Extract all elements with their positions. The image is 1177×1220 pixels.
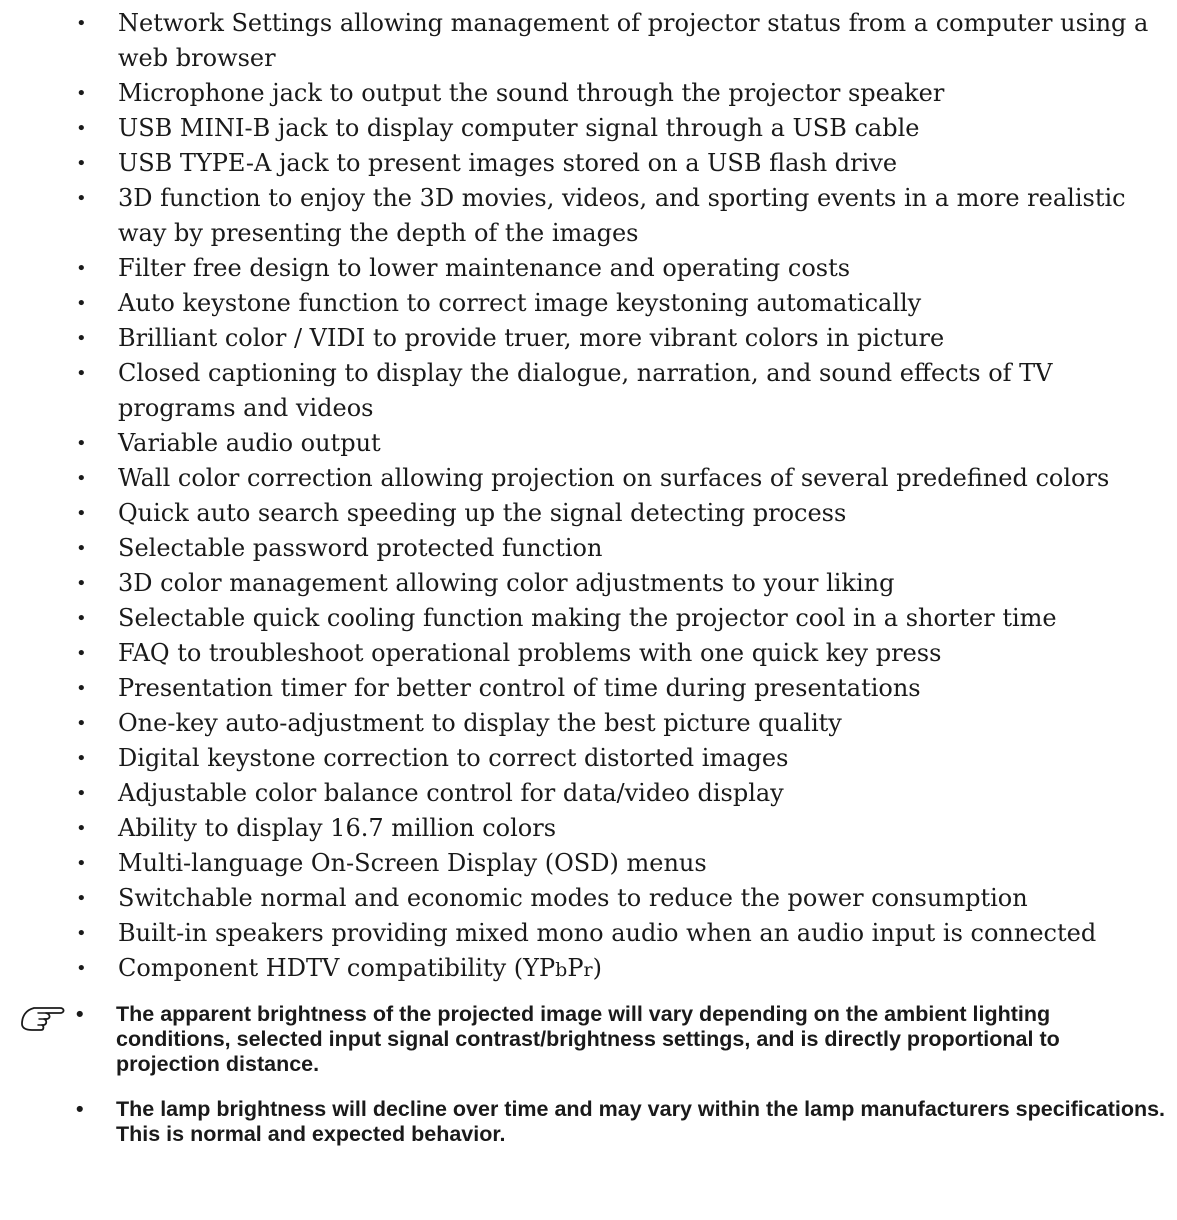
bullet: • <box>76 503 87 524</box>
list-item <box>76 146 1171 181</box>
list-item <box>76 251 1171 286</box>
bullet: • <box>76 713 87 734</box>
bullet: • <box>76 643 87 664</box>
bullet: • <box>76 433 87 454</box>
bullet: • <box>76 538 87 559</box>
bullet: • <box>76 118 87 139</box>
list-item <box>76 286 1171 321</box>
bullet: • <box>76 293 87 314</box>
list-item <box>76 531 1171 566</box>
list-item <box>76 776 1171 811</box>
list-item <box>76 636 1171 671</box>
list-item <box>76 321 1171 356</box>
feature-text: FAQ to troubleshoot operational problems with one quick key press <box>118 639 942 667</box>
list-item <box>76 356 1171 426</box>
feature-text: Adjustable color balance control for data/video display <box>118 779 784 807</box>
bullet: • <box>76 363 87 384</box>
bullet: • <box>76 678 87 699</box>
list-item <box>76 76 1171 111</box>
feature-text: Ability to display 16.7 million colors <box>118 814 557 842</box>
bullet: • <box>76 888 87 909</box>
list-item <box>76 951 1171 988</box>
list-item <box>76 706 1171 741</box>
component-r: r <box>583 959 593 981</box>
bullet: • <box>76 958 87 979</box>
feature-text: Quick auto search speeding up the signal detecting process <box>118 499 847 527</box>
list-item <box>76 566 1171 601</box>
feature-text: One-key auto-adjustment to display the best picture quality <box>118 709 842 737</box>
feature-text: Built-in speakers providing mixed mono audio when an audio input is connected <box>118 919 1097 947</box>
list-item <box>76 811 1171 846</box>
component-p: P <box>567 954 584 982</box>
bullet: • <box>76 748 87 769</box>
note-list <box>76 1002 1166 1147</box>
list-item <box>76 741 1171 776</box>
bullet: • <box>76 258 87 279</box>
feature-text: USB MINI-B jack to display computer signal through a USB cable <box>118 114 920 142</box>
bullet: • <box>76 153 87 174</box>
feature-text: Digital keystone correction to correct distorted images <box>118 744 789 772</box>
list-item <box>76 181 1171 251</box>
feature-text: Network Settings allowing management of projector status from a computer using a web browser <box>118 9 1149 72</box>
bullet: • <box>76 188 87 209</box>
list-item <box>76 426 1171 461</box>
feature-text: USB TYPE-A jack to present images stored on a USB flash drive <box>118 149 898 177</box>
component-b: b <box>555 959 568 981</box>
list-item <box>76 111 1171 146</box>
feature-text: Presentation timer for better control of time during presentations <box>118 674 921 702</box>
bullet: • <box>76 468 87 489</box>
bullet: • <box>76 783 87 804</box>
note-item <box>76 1097 1166 1147</box>
bullet: • <box>76 1097 84 1121</box>
feature-text-prefix: Component HDTV compatibility (YP <box>118 954 556 982</box>
note-text: The lamp brightness will decline over time and may vary within the lamp manufacturers specifications. This is normal and expected behavior. <box>116 1097 1166 1146</box>
bullet: • <box>76 83 87 104</box>
list-item <box>76 846 1171 881</box>
bullet: • <box>76 328 87 349</box>
list-item <box>76 916 1171 951</box>
list-item <box>76 6 1171 76</box>
feature-text: Multi-language On-Screen Display (OSD) menus <box>118 849 707 877</box>
feature-text-suffix: ) <box>592 954 602 982</box>
list-item <box>76 881 1171 916</box>
feature-text: Filter free design to lower maintenance and operating costs <box>118 254 851 282</box>
feature-text-hdtv <box>118 954 602 982</box>
bullet: • <box>76 818 87 839</box>
feature-list <box>76 6 1171 988</box>
bullet: • <box>76 923 87 944</box>
bullet: • <box>76 1002 84 1026</box>
list-item <box>76 496 1171 531</box>
bullet: • <box>76 573 87 594</box>
bullet: • <box>76 853 87 874</box>
feature-text: Auto keystone function to correct image keystoning automatically <box>118 289 922 317</box>
feature-text: Wall color correction allowing projection on surfaces of several predefined colors <box>118 464 1110 492</box>
feature-text: Closed captioning to display the dialogue, narration, and sound effects of TV programs and videos <box>118 359 1053 422</box>
feature-text: Microphone jack to output the sound through the projector speaker <box>118 79 945 107</box>
feature-text: Selectable password protected function <box>118 534 603 562</box>
feature-text: 3D function to enjoy the 3D movies, videos, and sporting events in a more realistic way by presenting the depth of the images <box>118 184 1126 247</box>
feature-text: Selectable quick cooling function making the projector cool in a shorter time <box>118 604 1057 632</box>
feature-text: Variable audio output <box>118 429 381 457</box>
note-item <box>76 1002 1166 1077</box>
bullet: • <box>76 608 87 629</box>
list-item <box>76 671 1171 706</box>
feature-text: Switchable normal and economic modes to reduce the power consumption <box>118 884 1028 912</box>
note-text: The apparent brightness of the projected image will vary depending on the ambient lighting conditions, selected input signal contrast/brightness settings, and is directly proportional to projection distance. <box>116 1002 1060 1076</box>
feature-text: Brilliant color / VIDI to provide truer, more vibrant colors in picture <box>118 324 945 352</box>
feature-text: 3D color management allowing color adjustments to your liking <box>118 569 895 597</box>
list-item <box>76 461 1171 496</box>
bullet: • <box>76 13 87 34</box>
list-item <box>76 601 1171 636</box>
pointing-hand-note-icon <box>20 1002 68 1034</box>
